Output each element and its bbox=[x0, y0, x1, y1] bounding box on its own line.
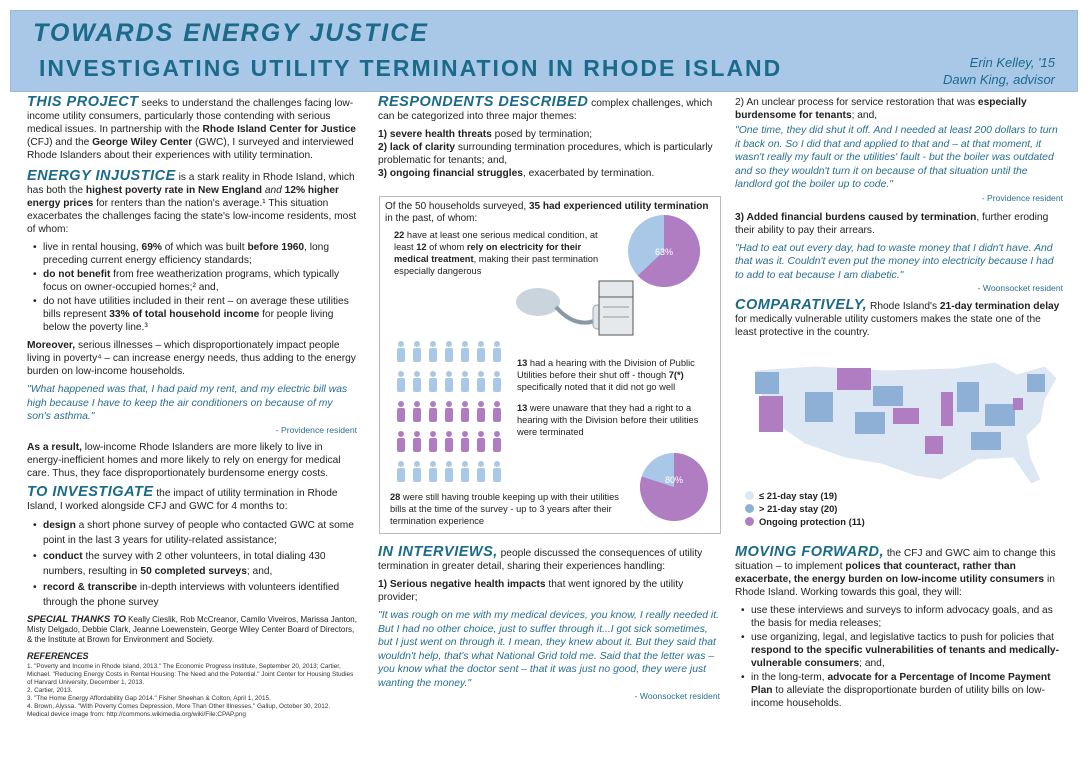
person-icon bbox=[413, 371, 421, 392]
stat-hearing bbox=[517, 357, 717, 393]
text: and bbox=[261, 185, 285, 196]
person-body bbox=[477, 378, 485, 392]
text: is a stark reality in Rhode Island, which has both the bbox=[27, 172, 355, 196]
person-icon bbox=[413, 461, 421, 482]
person-body bbox=[397, 348, 405, 362]
person-body bbox=[397, 408, 405, 422]
injustice-paragraph bbox=[27, 170, 357, 236]
text: Rhode Island Center for Justice bbox=[202, 124, 356, 135]
person-icon bbox=[477, 431, 485, 452]
state-region bbox=[1013, 398, 1023, 410]
text: highest poverty rate in New England bbox=[85, 185, 262, 196]
text: 33% of total household income bbox=[109, 309, 260, 320]
person-head bbox=[446, 341, 452, 347]
author-name: Erin Kelley, '15 bbox=[969, 55, 1055, 70]
text: do not benefit bbox=[43, 269, 111, 280]
person-icon bbox=[429, 341, 437, 362]
text: to alleviate the disproportionate burden of utility bills on low-income households. bbox=[751, 685, 1045, 709]
person-body bbox=[445, 378, 453, 392]
person-icon bbox=[493, 371, 501, 392]
text: 35 had experienced utility termination bbox=[528, 201, 709, 212]
thanks-heading: SPECIAL THANKS TO bbox=[27, 613, 126, 625]
stat-medical bbox=[394, 229, 604, 277]
person-icon bbox=[477, 401, 485, 422]
refrigerator-image bbox=[595, 279, 637, 337]
text: surrounding termination procedures, which is particularly problematic for tenants; and, bbox=[378, 142, 713, 166]
text: seeks to understand the challenges facing low-income utility consumers, particularly those contending with serious medical issues. In partnership with the bbox=[27, 98, 354, 135]
investigate-paragraph bbox=[27, 483, 357, 513]
person-body bbox=[493, 378, 501, 392]
person-head bbox=[398, 401, 404, 407]
restoration-paragraph bbox=[735, 96, 1063, 122]
investigate-list bbox=[33, 518, 357, 610]
result-paragraph bbox=[27, 441, 357, 480]
person-head bbox=[494, 461, 500, 467]
reference: 1. "Poverty and Income in Rhode Island, 2013." The Economic Progress Institute, September 20, 2013; Cartier, Michael. "Reducing Energy Costs in Rental Housing: The Need and the Potential." Joint Center for Housing Studies of Harvard University, December 1, 2013. bbox=[27, 662, 354, 686]
person-body bbox=[477, 348, 485, 362]
person-head bbox=[414, 371, 420, 377]
text: ; and, bbox=[859, 658, 885, 669]
person-icon bbox=[493, 341, 501, 362]
text: 1) Serious negative health impacts bbox=[378, 579, 546, 590]
person-head bbox=[494, 431, 500, 437]
person-icon bbox=[461, 401, 469, 422]
quote-boiler: "One time, they did shut it off. And I needed at least 200 dollars to turn it back on. So I did that and applied to that and – at that moment, it wasn't really my fault or the utilities' fault - but the boiler was outdated and so they wouldn't turn it on because of that situation until the landlord got the boiler up to code." bbox=[735, 125, 1058, 190]
text: 3) bbox=[378, 168, 390, 179]
text: the survey with 2 other volunteers, in total dialing 430 numbers, resulting in bbox=[43, 550, 326, 577]
person-icon bbox=[461, 371, 469, 392]
person-body bbox=[413, 468, 421, 482]
list-item bbox=[741, 604, 1063, 630]
state-region bbox=[1027, 374, 1045, 392]
text: were still having trouble keeping up with their utilities bills at the time of the survey - up to 3 years after their termination experience bbox=[390, 492, 619, 526]
moving-forward-section bbox=[735, 546, 1063, 715]
person-body bbox=[445, 468, 453, 482]
person-head bbox=[446, 431, 452, 437]
person-icon bbox=[445, 461, 453, 482]
injustice-heading: ENERGY INJUSTICE bbox=[27, 168, 176, 184]
interviews-section bbox=[378, 546, 720, 703]
person-head bbox=[462, 371, 468, 377]
legend-label: > 21-day stay (20) bbox=[759, 503, 838, 514]
state-region bbox=[837, 368, 871, 390]
text: ; and, bbox=[851, 110, 878, 121]
person-body bbox=[429, 408, 437, 422]
person-head bbox=[430, 371, 436, 377]
person-head bbox=[462, 431, 468, 437]
text: 13 bbox=[517, 358, 528, 368]
people-icon-grid bbox=[392, 337, 512, 487]
person-head bbox=[398, 371, 404, 377]
text: especially burdensome for tenants bbox=[735, 97, 1027, 121]
state-region bbox=[957, 382, 979, 412]
advisor-name: Dawn King, advisor bbox=[943, 72, 1055, 87]
person-icon bbox=[397, 341, 405, 362]
column-middle bbox=[378, 96, 720, 180]
stat-trouble bbox=[390, 491, 630, 527]
comparatively-heading: COMPARATIVELY, bbox=[735, 297, 868, 313]
list-item bbox=[33, 241, 357, 267]
person-icon bbox=[429, 401, 437, 422]
person-head bbox=[446, 401, 452, 407]
header-banner bbox=[10, 10, 1078, 92]
legend-label: Ongoing protection (11) bbox=[759, 516, 865, 527]
list-item bbox=[33, 549, 357, 579]
text: record & transcribe bbox=[43, 581, 137, 593]
person-body bbox=[461, 348, 469, 362]
quote-diabetic: "Had to eat out every day, had to waste money that I didn't have. And that was it. Couldn't even put the money into electricity because I had to add to eat because I am diabetic." bbox=[735, 242, 1054, 281]
text: (CFJ) and the bbox=[27, 137, 93, 148]
person-body bbox=[461, 378, 469, 392]
state-region bbox=[805, 392, 833, 422]
pie-label: 63% bbox=[654, 247, 674, 257]
pie-label: 80% bbox=[664, 475, 684, 485]
person-icon bbox=[493, 461, 501, 482]
person-body bbox=[429, 348, 437, 362]
text: in Rhode Island. Working towards this goal, they will: bbox=[735, 574, 1055, 598]
respondents-paragraph bbox=[378, 96, 720, 123]
legend-label: ≤ 21-day stay (19) bbox=[759, 490, 838, 501]
text: for people living below the poverty line.³ bbox=[43, 309, 334, 333]
person-head bbox=[430, 341, 436, 347]
text: 69% bbox=[141, 242, 162, 253]
list-item bbox=[33, 580, 357, 610]
person-icon bbox=[413, 401, 421, 422]
person-icon bbox=[397, 431, 405, 452]
text: 7(*) bbox=[668, 370, 684, 380]
reference: 2. Cartier, 2013. bbox=[27, 686, 73, 694]
text: , further eroding their ability to pay their arrears. bbox=[735, 211, 1049, 236]
person-head bbox=[414, 401, 420, 407]
person-head bbox=[398, 341, 404, 347]
respondents-heading: RESPONDENTS DESCRIBED bbox=[378, 94, 589, 110]
person-icon bbox=[413, 431, 421, 452]
person-icon bbox=[397, 371, 405, 392]
moving-forward-list bbox=[741, 604, 1063, 710]
interviews-heading: IN INTERVIEWS, bbox=[378, 544, 498, 560]
person-body bbox=[477, 468, 485, 482]
person-head bbox=[414, 341, 420, 347]
text: respond to the specific vulnerabilities of tenants and medically-vulnerable consumers bbox=[751, 645, 1059, 669]
person-head bbox=[430, 401, 436, 407]
person-icon bbox=[445, 431, 453, 452]
comparatively-paragraph bbox=[735, 299, 1063, 339]
person-body bbox=[477, 438, 485, 452]
person-icon bbox=[477, 461, 485, 482]
state-region bbox=[855, 412, 885, 434]
person-icon bbox=[445, 401, 453, 422]
person-body bbox=[413, 408, 421, 422]
person-icon bbox=[445, 371, 453, 392]
text: 12% higher energy prices bbox=[27, 185, 340, 209]
person-head bbox=[430, 461, 436, 467]
person-body bbox=[493, 468, 501, 482]
text: ongoing financial struggles bbox=[389, 168, 523, 179]
text: 22 bbox=[394, 230, 405, 240]
text: serious illnesses – which disproportionately impact people living in poverty⁴ – can increase energy needs, thus adding to the energy burden on low-income households. bbox=[27, 340, 356, 377]
injustice-list bbox=[33, 241, 357, 334]
person-head bbox=[494, 371, 500, 377]
person-icon bbox=[429, 431, 437, 452]
text: , exacerbated by termination. bbox=[522, 168, 655, 179]
person-head bbox=[462, 461, 468, 467]
person-body bbox=[397, 468, 405, 482]
text: specifically noted that it did not go well bbox=[517, 382, 676, 392]
person-head bbox=[398, 431, 404, 437]
text: low-income Rhode Islanders are more likely to live in energy-inefficient homes and more likely to rely on energy for medical care. Thus, they face disproportionately burdensome energy costs. bbox=[27, 441, 341, 479]
person-icon bbox=[493, 431, 501, 452]
person-head bbox=[478, 371, 484, 377]
list-item bbox=[33, 518, 357, 548]
quote-woonsocket: "It was rough on me with my medical devices, you know, I really needed it. But I had no other choice, just to suffer through it...I got sick sometimes, but I just went on through it. I mean, they knew about it. But they said that wouldn't help, that's what National Grid told me. Said that the letter was – you know what the doctor sent – that it was just no good, they were just wanting the money." bbox=[378, 610, 719, 689]
text: a short phone survey of people who contacted GWC at some point in the last 3 years for utility-related assistance; bbox=[43, 519, 354, 546]
text: use organizing, legal, and legislative tactics to push for policies that bbox=[751, 632, 1054, 643]
text: 12 bbox=[416, 242, 427, 252]
moving-forward-paragraph bbox=[735, 546, 1063, 599]
column-right bbox=[735, 96, 1063, 344]
person-body bbox=[413, 438, 421, 452]
text: 28 bbox=[390, 492, 401, 502]
text: for medically vulnerable utility customers makes the state one of the least protective in the country. bbox=[735, 314, 1041, 338]
thanks-paragraph bbox=[27, 615, 357, 645]
person-body bbox=[413, 348, 421, 362]
text: have at least one serious medical condition, at least bbox=[394, 230, 598, 252]
text: conduct bbox=[43, 550, 83, 562]
person-head bbox=[478, 401, 484, 407]
legend-item bbox=[745, 490, 865, 501]
list-item bbox=[33, 295, 357, 334]
text: (GWC), I surveyed and interviewed Rhode Islanders about their experiences with utility termination. bbox=[27, 137, 354, 161]
text: posed by termination; bbox=[491, 129, 593, 140]
text: 2) bbox=[378, 142, 390, 153]
text: were unaware that they had a right to a hearing with the Division before their utilities were terminated bbox=[517, 403, 699, 437]
person-head bbox=[494, 341, 500, 347]
text: in the long-term, bbox=[751, 672, 828, 683]
text: 3) Added financial burdens caused by termination bbox=[735, 211, 977, 223]
quote-source: - Providence resident bbox=[981, 192, 1063, 203]
state-region bbox=[925, 436, 943, 454]
project-paragraph bbox=[27, 96, 357, 162]
person-body bbox=[445, 348, 453, 362]
text: polices that counteract, rather than exacerbate, the energy burden on low-income utility consumers bbox=[735, 561, 1045, 585]
list-item bbox=[33, 268, 357, 294]
poster-subtitle: INVESTIGATING UTILITY TERMINATION IN RHODE ISLAND bbox=[39, 55, 783, 81]
reference: 4. Brown, Alyssa. "With Poverty Comes Depression, More Than Other Illnesses." Gallup, October 30, 2012. bbox=[27, 702, 331, 710]
person-head bbox=[446, 371, 452, 377]
person-head bbox=[478, 341, 484, 347]
person-body bbox=[493, 348, 501, 362]
mask-shape bbox=[516, 288, 560, 316]
text: , making their past termination especially dangerous bbox=[394, 254, 599, 276]
person-head bbox=[462, 401, 468, 407]
text: Of the 50 households surveyed, bbox=[385, 201, 529, 212]
quote-providence: "What happened was that, I had paid my rent, and my electric bill was high because I have to keep the air conditioners on because of my son's asthma." bbox=[27, 384, 348, 422]
person-body bbox=[445, 438, 453, 452]
us-map bbox=[745, 352, 1065, 492]
state-region bbox=[759, 396, 783, 432]
quote-source: - Woonsocket resident bbox=[634, 691, 720, 701]
person-head bbox=[478, 431, 484, 437]
text: do not have utilities included in their rent – on average these utilities bills represent bbox=[43, 296, 349, 320]
text: 50 completed surveys bbox=[140, 565, 247, 577]
person-body bbox=[397, 438, 405, 452]
person-icon bbox=[461, 461, 469, 482]
reference: Medical device image from: http://commons.wikimedia.org/wiki/File:CPAP.png bbox=[27, 710, 246, 718]
pie-chart-trouble bbox=[636, 449, 712, 525]
moreover-paragraph bbox=[27, 339, 357, 378]
state-region bbox=[985, 404, 1015, 426]
person-head bbox=[414, 431, 420, 437]
text: rely on electricity for their medical treatment bbox=[394, 242, 582, 264]
text: before 1960 bbox=[247, 242, 305, 253]
person-icon bbox=[477, 341, 485, 362]
text: Moreover, bbox=[27, 340, 76, 351]
interviews-paragraph bbox=[378, 546, 720, 573]
state-region bbox=[941, 392, 953, 426]
person-icon bbox=[461, 431, 469, 452]
references-list bbox=[27, 663, 357, 719]
text: 13 bbox=[517, 403, 528, 413]
theme-1 bbox=[378, 128, 720, 141]
person-icon bbox=[493, 401, 501, 422]
poster-title: TOWARDS ENERGY JUSTICE bbox=[33, 19, 429, 47]
list-item bbox=[741, 671, 1063, 710]
person-body bbox=[413, 378, 421, 392]
text: of which was built bbox=[161, 242, 248, 253]
person-icon bbox=[429, 371, 437, 392]
person-head bbox=[446, 461, 452, 467]
person-body bbox=[429, 468, 437, 482]
person-icon bbox=[477, 371, 485, 392]
person-head bbox=[398, 461, 404, 467]
person-head bbox=[414, 461, 420, 467]
quote-source: - Woonsocket resident bbox=[977, 283, 1063, 293]
person-icon bbox=[445, 341, 453, 362]
legend-item bbox=[745, 503, 865, 514]
text: people discussed the consequences of utility termination in greater detail, sharing their experiences handling: bbox=[378, 548, 703, 572]
person-icon bbox=[461, 341, 469, 362]
state-region bbox=[873, 386, 903, 406]
person-head bbox=[430, 431, 436, 437]
legend-swatch bbox=[745, 517, 754, 526]
person-body bbox=[461, 438, 469, 452]
text: 21-day termination delay bbox=[939, 301, 1060, 312]
reference: 3. "The Home Energy Affordability Gap 2014." Fisher Sheehan & Colton, April 1, 2015. bbox=[27, 694, 271, 702]
investigate-heading: TO INVESTIGATE bbox=[27, 483, 154, 500]
person-head bbox=[494, 401, 500, 407]
text: for renters than the nation's average.¹ This situation exacerbates the challenges facing the state's low-income residents, most of whom: bbox=[27, 198, 357, 235]
moving-forward-heading: MOVING FORWARD, bbox=[735, 544, 885, 560]
financial-paragraph bbox=[735, 211, 1063, 237]
text: of whom bbox=[426, 242, 467, 252]
theme-3 bbox=[378, 167, 720, 180]
text: health threats bbox=[425, 129, 492, 140]
person-body bbox=[461, 468, 469, 482]
person-icon bbox=[413, 341, 421, 362]
person-icon bbox=[397, 401, 405, 422]
text: from free weatherization programs, which typically focus on owner-occupied homes;² and, bbox=[43, 269, 340, 293]
health-impacts-paragraph bbox=[378, 578, 720, 604]
text: George Wiley Center bbox=[92, 137, 193, 148]
list-item bbox=[741, 631, 1063, 670]
fridge-body bbox=[599, 281, 633, 335]
text: complex challenges, which can be categorized into three major themes: bbox=[378, 98, 713, 122]
references-heading: REFERENCES bbox=[27, 650, 89, 661]
survey-box bbox=[379, 196, 721, 534]
text: that went ignored by the utility provider; bbox=[378, 579, 684, 603]
state-region bbox=[971, 432, 1001, 450]
text: advocate for a Percentage of Income Payment Plan bbox=[751, 672, 1051, 696]
text: ; and, bbox=[246, 565, 273, 577]
legend-item bbox=[745, 516, 865, 527]
person-body bbox=[477, 408, 485, 422]
text: live in rental housing, bbox=[43, 242, 142, 253]
person-icon bbox=[429, 461, 437, 482]
text: the impact of utility termination in Rhode Island, I worked alongside CFJ and GWC for 4 months to: bbox=[27, 487, 338, 512]
text: , long preceding current energy efficiency standards; bbox=[43, 242, 329, 266]
legend-swatch bbox=[745, 504, 754, 513]
legend-swatch bbox=[745, 491, 754, 500]
person-body bbox=[493, 438, 501, 452]
person-icon bbox=[397, 461, 405, 482]
person-head bbox=[462, 341, 468, 347]
person-body bbox=[429, 438, 437, 452]
text: in the past, of whom: bbox=[385, 213, 478, 224]
text: design bbox=[43, 519, 76, 531]
person-body bbox=[461, 408, 469, 422]
person-body bbox=[397, 378, 405, 392]
text: the CFJ and GWC aim to change this situation – to implement bbox=[735, 548, 1056, 572]
person-head bbox=[478, 461, 484, 467]
person-body bbox=[493, 408, 501, 422]
theme-2 bbox=[378, 141, 720, 167]
text: in-depth interviews with volunteers identified through the phone survey bbox=[43, 581, 340, 608]
text: As a result, bbox=[27, 441, 82, 453]
text: had a hearing with the Division of Public Utilities before their shut off - though bbox=[517, 358, 695, 380]
quote-source: - Providence resident bbox=[275, 424, 357, 435]
person-body bbox=[445, 408, 453, 422]
text: use these interviews and surveys to inform advocacy goals, and as the basis for media releases; bbox=[751, 605, 1053, 629]
state-region bbox=[755, 372, 779, 394]
text: 2) An unclear process for service restoration that was bbox=[735, 97, 978, 108]
text: Keally Cieslik, Rob McCreanor, Camilo Viveiros, Marissa Janton, Misty Delgado, Debbie Clark, Jeanne Loewenstein, George Wiley Center Board of Directors, & the Institute at Brown for Environment and Society. bbox=[27, 614, 357, 644]
text: 1) severe bbox=[378, 129, 426, 140]
map-legend bbox=[745, 490, 865, 529]
stat-unaware bbox=[517, 402, 717, 438]
text: lack of clarity bbox=[389, 142, 456, 153]
person-body bbox=[429, 378, 437, 392]
text: Rhode Island's bbox=[867, 301, 940, 312]
project-heading: THIS PROJECT bbox=[27, 94, 139, 110]
state-region bbox=[893, 408, 919, 424]
column-left bbox=[27, 96, 357, 719]
